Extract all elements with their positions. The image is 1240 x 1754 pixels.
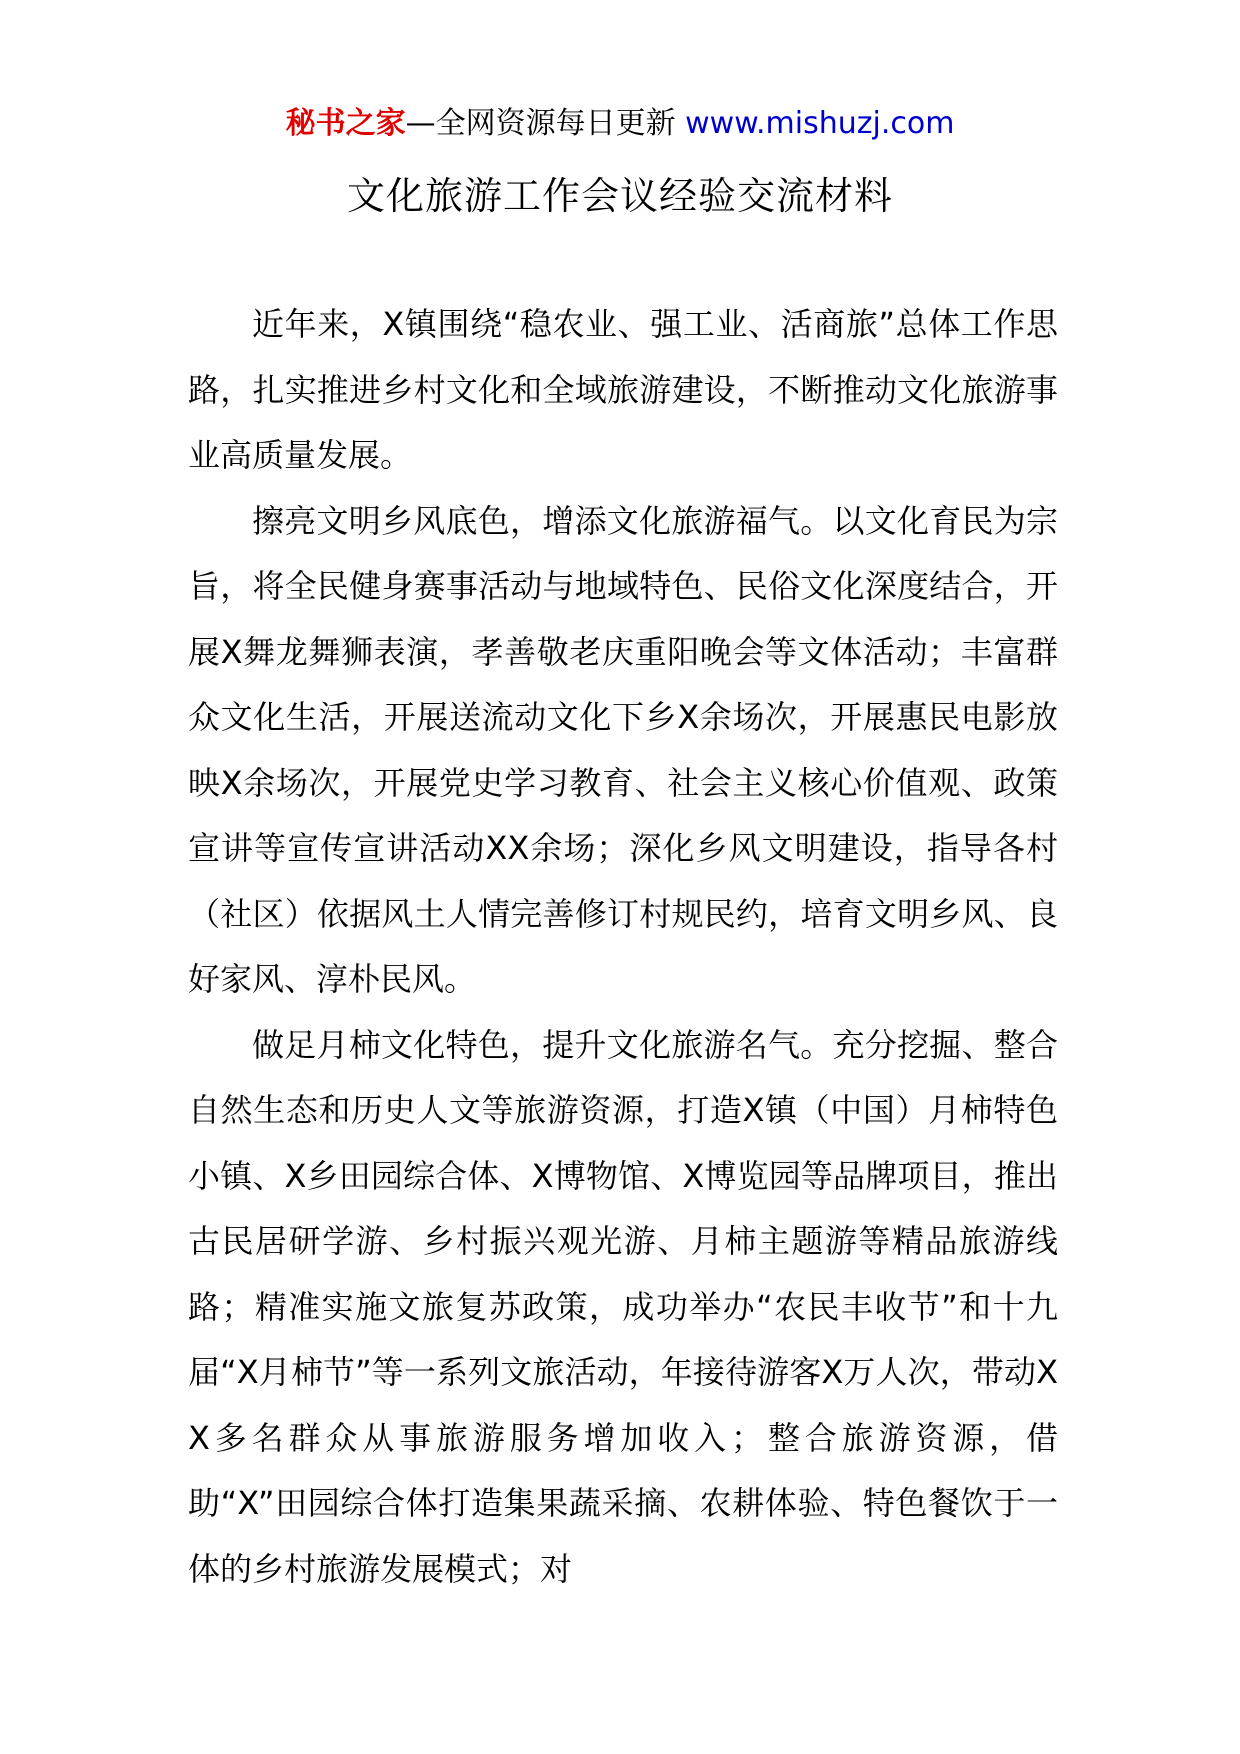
paragraph-persimmon-culture: 做足月柿文化特色，提升文化旅游名气。充分挖掘、整合自然生态和历史人文等旅游资源，打造X镇（中国）月柿特色小镇、X乡田园综合体、X博物馆、X博览园等品牌项目，推出古民居研学游、乡村振兴观光游、月柿主题游等精品旅游线路；精准实施文旅复苏政策，成功举办“农民丰收节”和十九届“X月柿节”等一系列文旅活动，年接待游客X万人次，带动XX多名群众从事旅游服务增加收入；整合旅游资源，借助“X”田园综合体打造集果蔬采摘、农耕体验、特色餐饮于一体的乡村旅游发展模式；对 xyxy=(188,1025,1058,1588)
paragraph-civilization: 擦亮文明乡风底色，增添文化旅游福气。以文化育民为宗旨，将全民健身赛事活动与地域特色、民俗文化深度结合，开展X舞龙舞狮表演，孝善敬老庆重阳晚会等文体活动；丰富群众文化生活，开展送流动文化下乡X余场次，开展惠民电影放映X余场次，开展党史学习教育、社会主义核心价值观、政策宣讲等宣传宣讲活动XX余场；深化乡风文明建设，指导各村（社区）依据风土人情完善修订村规民约，培育文明乡风、良好家风、淳朴民风。 xyxy=(188,501,1058,998)
document-title: 文化旅游工作会议经验交流材料 xyxy=(346,174,893,218)
document-body xyxy=(188,292,1058,1602)
paragraph-intro: 近年来，X镇围绕“稳农业、强工业、活商旅”总体工作思路，扎实推进乡村文化和全域旅游建设，不断推动文化旅游事业高质量发展。 xyxy=(188,305,1058,474)
site-tagline: —全网资源每日更新 xyxy=(405,106,686,141)
site-header xyxy=(0,100,1240,148)
site-url-link[interactable]: www.mishuzj.com xyxy=(685,106,955,141)
site-brand: 秘书之家 xyxy=(285,106,406,141)
